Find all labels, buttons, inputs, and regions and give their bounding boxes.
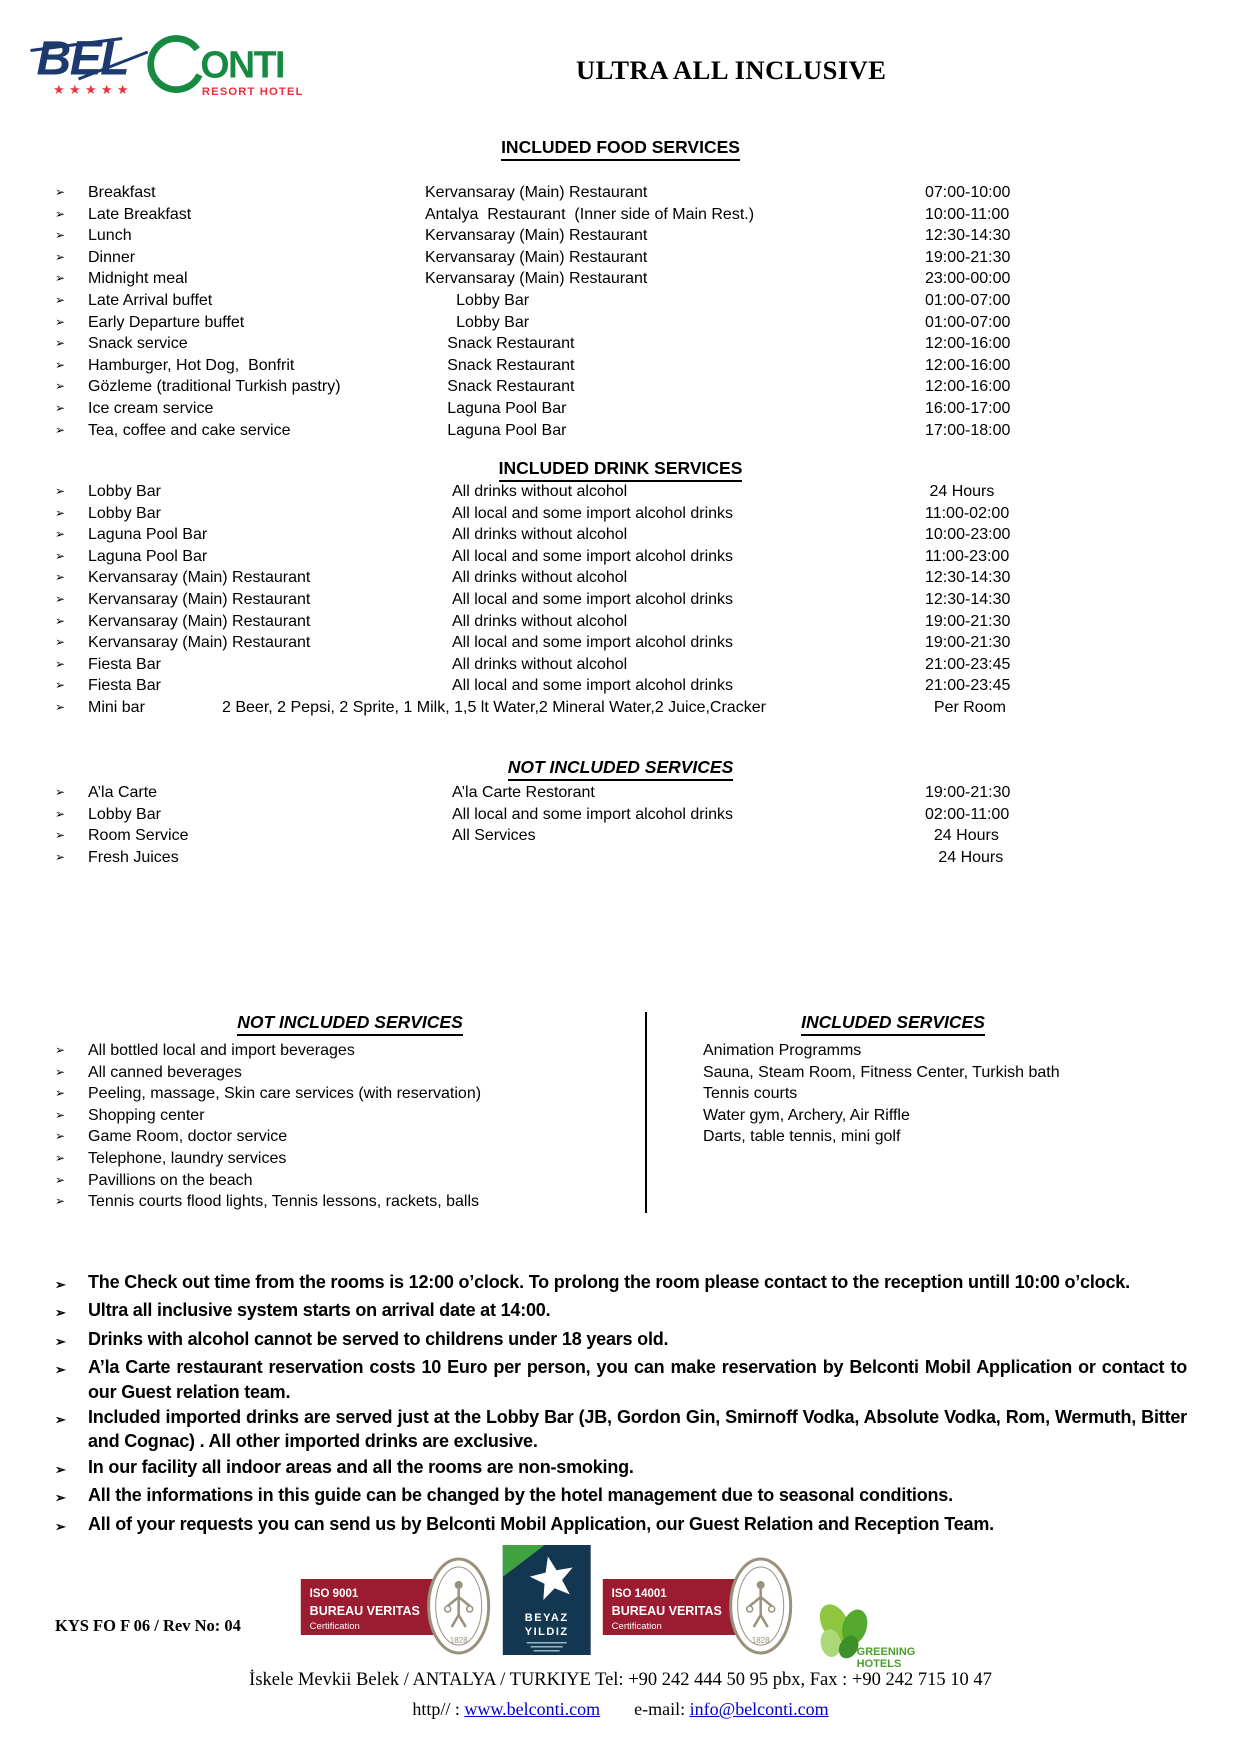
arrow-bullet-icon: ➢: [55, 271, 66, 286]
note-text: All the informations in this guide can be changed by the hotel management due to seasonal conditions.: [88, 1485, 953, 1506]
service-location: All drinks without alcohol: [452, 526, 628, 544]
arrow-bullet-icon: ➢: [55, 1150, 66, 1165]
service-time: 19:00-21:30: [925, 248, 1011, 266]
arrow-bullet-icon: ➢: [55, 1518, 66, 1534]
logo-stars-icon: ★★★★★: [53, 82, 133, 98]
service-time: Per Room: [925, 698, 1006, 716]
badge-year-label: 1828: [751, 1636, 770, 1645]
service-name: Dinner: [88, 248, 136, 266]
website-link[interactable]: www.belconti.com: [464, 1699, 601, 1719]
service-time: 24 Hours: [925, 848, 1004, 866]
arrow-bullet-icon: ➢: [55, 613, 66, 628]
service-name: Gözleme (traditional Turkish pastry): [88, 378, 341, 396]
list-item: [55, 1105, 645, 1127]
service-name: Fresh Juices: [88, 848, 179, 866]
arrow-bullet-icon: ➢: [55, 699, 66, 714]
service-row: [55, 546, 1187, 568]
arrow-bullet-icon: ➢: [55, 1461, 66, 1477]
list-item-text: All bottled local and import beverages: [88, 1042, 355, 1059]
arrow-bullet-icon: ➢: [55, 1107, 66, 1122]
list-item: [55, 1083, 645, 1105]
service-row: [55, 804, 1187, 826]
service-row: [55, 376, 1187, 398]
included-drink-heading: INCLUDED DRINK SERVICES: [0, 458, 1241, 482]
iso-14001-bureau-veritas-badge: [602, 1555, 794, 1657]
service-time: 10:00-23:00: [925, 526, 1011, 544]
service-time: 11:00-02:00: [925, 504, 1010, 522]
service-row: [55, 825, 1187, 847]
arrow-bullet-icon: ➢: [55, 1412, 66, 1428]
hotels-label: HOTELS: [856, 1658, 901, 1669]
service-row: [55, 290, 1187, 312]
note-text: In our facility all indoor areas and all the rooms are non-smoking.: [88, 1456, 634, 1477]
service-name: Fiesta Bar: [88, 655, 161, 673]
not-included-top-rows: [55, 782, 1187, 868]
service-name: Kervansaray (Main) Restaurant: [88, 634, 311, 652]
list-item: [55, 1126, 645, 1148]
greening-hotels-badge: [804, 1599, 916, 1669]
arrow-bullet-icon: ➢: [55, 484, 66, 498]
service-name: Ice cream service: [88, 399, 214, 417]
document-title: ULTRA ALL INCLUSIVE: [576, 55, 887, 85]
arrow-bullet-icon: ➢: [55, 1064, 66, 1079]
service-location: All drinks without alcohol: [452, 655, 628, 673]
not-included-column: [55, 1012, 645, 1213]
service-row: [55, 182, 1187, 204]
service-time: 12:30-14:30: [925, 227, 1011, 245]
service-row: [55, 204, 1187, 226]
iso-9001-label: ISO 9001: [309, 1588, 358, 1600]
arrow-bullet-icon: ➢: [55, 1194, 66, 1209]
service-name: A’la Carte: [88, 784, 158, 801]
list-item: [55, 1191, 645, 1213]
service-time: 21:00-23:45: [925, 655, 1011, 673]
service-time: 16:00-17:00: [925, 399, 1011, 417]
list-item-text: Pavillions on the beach: [88, 1171, 253, 1189]
list-item: Sauna, Steam Room, Fitness Center, Turkish bath: [703, 1063, 1060, 1081]
service-time: 11:00-23:00: [925, 547, 1010, 565]
service-row: [55, 268, 1187, 290]
service-time: 02:00-11:00: [925, 805, 1010, 823]
service-location: All local and some import alcohol drinks: [452, 677, 734, 695]
service-location: All drinks without alcohol: [452, 569, 628, 587]
service-row: [55, 782, 1187, 804]
arrow-bullet-icon: ➢: [55, 785, 66, 799]
arrow-bullet-icon: ➢: [55, 1362, 66, 1378]
service-location: Lobby Bar: [425, 313, 530, 331]
form-code: KYS FO F 06 / Rev No: 04: [55, 1616, 241, 1635]
service-row: [55, 847, 1187, 869]
service-row: [55, 247, 1187, 269]
service-time: 19:00-21:30: [925, 634, 1011, 652]
certification-label: Certification: [309, 1621, 360, 1632]
service-location: All local and some import alcohol drinks: [452, 634, 734, 652]
included-column: [647, 1012, 1187, 1213]
logo-resort-hotel-text: RESORT HOTEL: [201, 85, 304, 98]
arrow-bullet-icon: ➢: [55, 656, 66, 671]
arrow-bullet-icon: ➢: [55, 185, 66, 199]
web-label: http// :: [412, 1699, 465, 1719]
service-name: Breakfast: [88, 184, 156, 201]
arrow-bullet-icon: ➢: [55, 357, 66, 372]
iso-9001-bureau-veritas-badge: [300, 1555, 492, 1657]
bureau-veritas-label: BUREAU VERITAS: [309, 1604, 420, 1618]
note-item: [55, 1483, 1187, 1510]
list-item: [55, 1062, 645, 1084]
service-name: Late Breakfast: [88, 205, 192, 223]
note-item: [55, 1270, 1187, 1297]
service-row: [55, 355, 1187, 377]
service-row: [55, 654, 1187, 676]
service-row: [55, 697, 1187, 719]
service-row: [55, 312, 1187, 334]
service-time: 23:00-00:00: [925, 270, 1011, 288]
included-food-heading: INCLUDED FOOD SERVICES: [0, 137, 1241, 161]
not-included-column-items: [55, 1040, 645, 1213]
service-row: [55, 420, 1187, 442]
service-name: Lunch: [88, 227, 132, 245]
service-location: Laguna Pool Bar: [425, 421, 567, 439]
service-name: Snack service: [88, 335, 188, 353]
service-name: Kervansaray (Main) Restaurant: [88, 612, 311, 630]
service-time: 24 Hours: [925, 827, 999, 845]
arrow-bullet-icon: ➢: [55, 591, 66, 606]
service-location: All local and some import alcohol drinks: [452, 805, 734, 823]
service-location: [425, 847, 925, 869]
email-link[interactable]: info@belconti.com: [689, 1699, 829, 1719]
service-time: 12:00-16:00: [925, 356, 1011, 374]
greening-label: GREENING: [856, 1646, 915, 1658]
arrow-bullet-icon: ➢: [55, 1129, 66, 1144]
service-row: [55, 589, 1187, 611]
iso-14001-label: ISO 14001: [611, 1588, 667, 1600]
arrow-bullet-icon: ➢: [55, 527, 66, 542]
note-text: A’la Carte restaurant reservation costs 10 Euro per person, you can make reservation by Belconti Mobil Application or contact to our Guest relation team.: [88, 1357, 1187, 1402]
list-item-text: Peeling, massage, Skin care services (with reservation): [88, 1085, 482, 1103]
service-row: [55, 333, 1187, 355]
list-item: Darts, table tennis, mini golf: [703, 1128, 901, 1146]
service-location: Snack Restaurant: [425, 335, 575, 353]
services-two-column-section: [55, 1012, 1187, 1213]
list-item-text: Game Room, doctor service: [88, 1128, 288, 1146]
list-item: Animation Programms: [703, 1042, 862, 1059]
service-location: 2 Beer, 2 Pepsi, 2 Sprite, 1 Milk, 1,5 lt Water,2 Mineral Water,2 Juice,Cracker: [222, 698, 766, 716]
service-location: All local and some import alcohol drinks: [452, 547, 734, 565]
arrow-bullet-icon: ➢: [55, 422, 66, 437]
service-name: Late Arrival buffet: [88, 291, 213, 309]
service-row: [55, 567, 1187, 589]
service-name: Tea, coffee and cake service: [88, 421, 291, 439]
note-text: Ultra all inclusive system starts on arrival date at 14:00.: [88, 1300, 551, 1321]
service-row: [55, 503, 1187, 525]
notes-list: [55, 1270, 1187, 1540]
service-time: 21:00-23:45: [925, 677, 1011, 695]
list-item: Tennis courts: [703, 1085, 798, 1103]
arrow-bullet-icon: ➢: [55, 336, 66, 351]
service-name: Fiesta Bar: [88, 677, 161, 695]
arrow-bullet-icon: ➢: [55, 400, 66, 415]
included-drink-rows: [55, 481, 1187, 719]
service-name: Mini bar: [88, 698, 145, 716]
service-location: Kervansaray (Main) Restaurant: [425, 227, 648, 245]
list-item-text: Shopping center: [88, 1106, 205, 1124]
arrow-bullet-icon: ➢: [55, 1043, 66, 1057]
service-location: Kervansaray (Main) Restaurant: [425, 184, 648, 201]
service-time: 01:00-07:00: [925, 313, 1011, 331]
service-name: Lobby Bar: [88, 504, 161, 522]
beyaz-label: BEYAZ: [524, 1612, 569, 1624]
service-location: All local and some import alcohol drinks: [452, 504, 734, 522]
service-time: 01:00-07:00: [925, 291, 1011, 309]
footer-contact-line: [0, 1699, 1241, 1720]
service-location: Kervansaray (Main) Restaurant: [425, 248, 648, 266]
certification-badges: [300, 1545, 916, 1669]
arrow-bullet-icon: ➢: [55, 1305, 66, 1321]
note-text: All of your requests you can send us by Belconti Mobil Application, our Guest Relation and Reception Team.: [88, 1513, 994, 1534]
logo-c-ring: [151, 38, 200, 89]
service-name: Midnight meal: [88, 270, 188, 288]
belconti-logo: [26, 20, 304, 108]
service-location: Snack Restaurant: [425, 356, 575, 374]
service-row: [55, 611, 1187, 633]
certification-label: Certification: [611, 1621, 662, 1632]
arrow-bullet-icon: ➢: [55, 249, 66, 264]
service-location: All local and some import alcohol drinks: [452, 590, 734, 608]
arrow-bullet-icon: ➢: [55, 849, 66, 864]
arrow-bullet-icon: ➢: [55, 1086, 66, 1101]
arrow-bullet-icon: ➢: [55, 228, 66, 243]
footer-address: İskele Mevkii Belek / ANTALYA / TURKIYE Tel: +90 242 444 50 95 pbx, Fax : +90 242 715 10 47: [249, 1670, 992, 1690]
note-item: [55, 1405, 1187, 1454]
service-location: All Services: [452, 827, 536, 845]
bureau-veritas-label: BUREAU VERITAS: [611, 1604, 722, 1618]
list-item-text: Tennis courts flood lights, Tennis lessons, rackets, balls: [88, 1193, 480, 1211]
list-item: [55, 1170, 645, 1192]
service-time: 12:00-16:00: [925, 378, 1011, 396]
service-time: 12:00-16:00: [925, 335, 1011, 353]
included-food-rows: [55, 182, 1187, 441]
service-row: [55, 225, 1187, 247]
service-name: Kervansaray (Main) Restaurant: [88, 590, 311, 608]
logo-bel-text: BEL: [36, 31, 129, 86]
arrow-bullet-icon: ➢: [55, 635, 66, 650]
list-item-text: Telephone, laundry services: [88, 1149, 287, 1167]
service-row: [55, 632, 1187, 654]
email-label: e-mail:: [634, 1699, 690, 1719]
service-name: Hamburger, Hot Dog, Bonfrit: [88, 356, 295, 374]
arrow-bullet-icon: ➢: [55, 1277, 66, 1292]
arrow-bullet-icon: ➢: [55, 828, 66, 843]
service-time: 07:00-10:00: [925, 184, 1011, 201]
service-time: 12:30-14:30: [925, 590, 1011, 608]
note-text: The Check out time from the rooms is 12:00 o’clock. To prolong the room please contact to the reception untill 10:00 o’clock.: [88, 1272, 1130, 1292]
service-row: [55, 398, 1187, 420]
arrow-bullet-icon: ➢: [55, 292, 66, 307]
arrow-bullet-icon: ➢: [55, 314, 66, 329]
note-item: [55, 1298, 1187, 1325]
note-item: [55, 1327, 1187, 1354]
service-time: 24 Hours: [925, 483, 995, 500]
logo-onti-text: ONTI: [200, 43, 285, 86]
service-time: 19:00-21:30: [925, 612, 1011, 630]
yildiz-label: YILDIZ: [524, 1626, 569, 1638]
arrow-bullet-icon: ➢: [55, 548, 66, 563]
service-location: Laguna Pool Bar: [425, 399, 567, 417]
service-location: Snack Restaurant: [425, 378, 575, 396]
service-name: Laguna Pool Bar: [88, 526, 208, 544]
arrow-bullet-icon: ➢: [55, 1490, 66, 1506]
arrow-bullet-icon: ➢: [55, 1333, 66, 1349]
arrow-bullet-icon: ➢: [55, 678, 66, 693]
service-row: [55, 675, 1187, 697]
service-time: 10:00-11:00: [925, 205, 1010, 223]
service-location: A’la Carte Restorant: [452, 784, 595, 801]
service-row: [55, 524, 1187, 546]
service-location: All drinks without alcohol: [452, 612, 628, 630]
note-item: [55, 1512, 1187, 1539]
service-location: Kervansaray (Main) Restaurant: [425, 270, 648, 288]
service-name: Kervansaray (Main) Restaurant: [88, 569, 311, 587]
not-included-column-heading: NOT INCLUDED SERVICES: [55, 1012, 645, 1036]
service-name: Laguna Pool Bar: [88, 547, 208, 565]
note-text: Included imported drinks are served just at the Lobby Bar (JB, Gordon Gin, Smirnoff Vodka, Absolute Vodka, Rom, Wermuth, Bitter and Cognac) . All other imported drinks are exclusive.: [88, 1407, 1187, 1452]
arrow-bullet-icon: ➢: [55, 379, 66, 394]
badge-year-label: 1828: [449, 1636, 468, 1645]
beyaz-yildiz-badge: [502, 1545, 592, 1657]
arrow-bullet-icon: ➢: [55, 570, 66, 585]
service-location: Antalya Restaurant (Inner side of Main Rest.): [425, 205, 755, 223]
service-name: Room Service: [88, 827, 189, 845]
list-item: [55, 1040, 645, 1062]
arrow-bullet-icon: ➢: [55, 505, 66, 520]
service-name: Early Departure buffet: [88, 313, 245, 331]
arrow-bullet-icon: ➢: [55, 1172, 66, 1187]
arrow-bullet-icon: ➢: [55, 806, 66, 821]
service-name: Lobby Bar: [88, 805, 161, 823]
service-name: Lobby Bar: [88, 483, 161, 500]
list-item: [55, 1148, 645, 1170]
note-text: Drinks with alcohol cannot be served to childrens under 18 years old.: [88, 1328, 669, 1349]
arrow-bullet-icon: ➢: [55, 206, 66, 221]
note-item: [55, 1355, 1187, 1404]
service-location: Lobby Bar: [425, 291, 530, 309]
service-time: 19:00-21:30: [925, 784, 1011, 801]
service-row: [55, 481, 1187, 503]
note-item: [55, 1455, 1187, 1482]
included-column-heading: INCLUDED SERVICES: [703, 1012, 1083, 1036]
not-included-top-heading: NOT INCLUDED SERVICES: [0, 757, 1241, 781]
service-time: 12:30-14:30: [925, 569, 1011, 587]
list-item-text: All canned beverages: [88, 1063, 242, 1081]
service-location: All drinks without alcohol: [452, 483, 628, 500]
service-time: 17:00-18:00: [925, 421, 1011, 439]
included-column-items: [703, 1040, 1187, 1148]
list-item: Water gym, Archery, Air Riffle: [703, 1106, 910, 1124]
